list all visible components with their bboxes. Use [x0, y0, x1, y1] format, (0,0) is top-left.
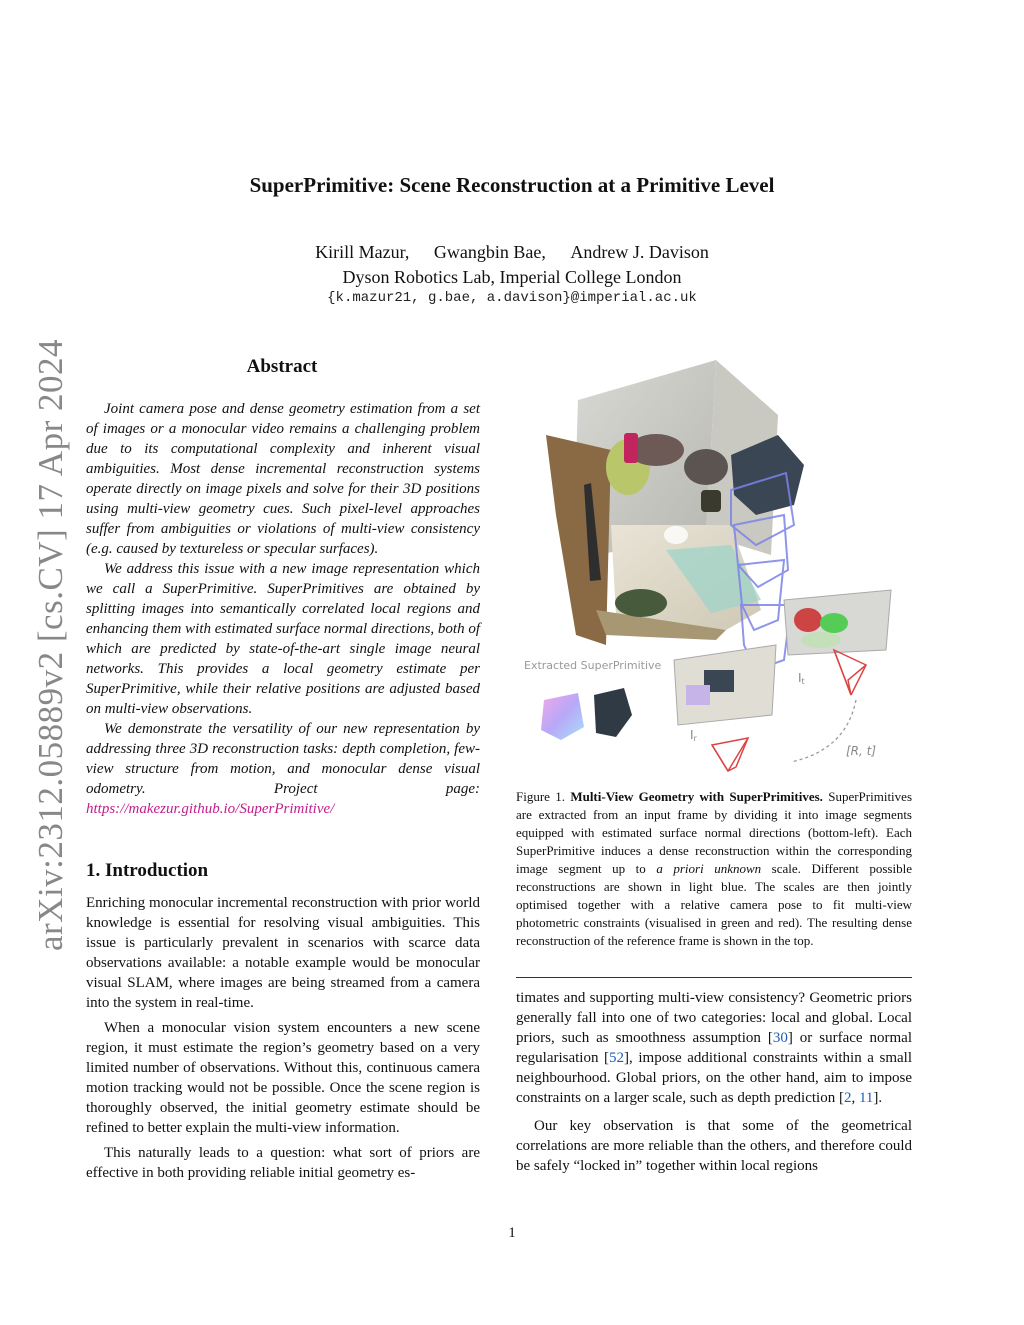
intro-paragraph-1: Enriching monocular incremental reconstruction with prior world knowledge is essential for resolving visual ambiguities. This issue is particularly prevalent in scenarios with scarce data observations available: a notable example would be monocular visual SLAM, where images are being streamed from a camera into the system in real-time. — [86, 895, 480, 1011]
paper-title: SuperPrimitive: Scene Reconstruction at a Primitive Level — [249, 173, 775, 197]
author-emails: {k.mazur21, g.bae, a.davison}@imperial.ac.uk — [327, 290, 697, 306]
project-page-link[interactable]: https://makezur.github.io/SuperPrimitive/ — [86, 801, 335, 817]
right-paragraph-1 — [516, 988, 912, 1108]
reference-camera-line-2 — [728, 738, 748, 771]
label-extracted-superprimitive: Extracted SuperPrimitive — [524, 659, 662, 672]
caption-title: Multi-View Geometry with SuperPrimitives. — [570, 789, 823, 804]
introduction-heading: 1. Introduction — [86, 860, 209, 881]
introduction-body — [86, 893, 480, 1188]
right-p1-c: ], impose additional constraints within a small neighbourhood. Global priors, on the other hand, aim to impose constraints on a larger scale, such as depth prediction [ — [516, 1050, 913, 1106]
right-paragraph-2: Our key observation is that some of the geometrical correlations are more reliable than the others, and therefore could be safely “locked in” together within local regions — [516, 1118, 912, 1174]
project-page-label: Project page: — [273, 781, 481, 797]
citation-30[interactable]: 30 — [772, 1030, 788, 1046]
citation-2[interactable]: 2 — [843, 1090, 852, 1106]
scene-object-dark — [684, 449, 728, 485]
right-p1-a: timates and supporting multi-view consistency? Geometric priors generally fall into one of two categories: local and global. Local priors, such as smoothness assumption [ — [516, 990, 912, 1046]
figure-1-illustration — [516, 355, 912, 780]
right-p1-e: ]. — [873, 1090, 883, 1106]
superprimitive-bag — [594, 688, 632, 737]
page-number: 1 — [508, 1225, 516, 1241]
scene-cloth — [615, 589, 667, 617]
abstract-paragraph-2: We address this issue with a new image representation which we call a SuperPrimitive. SuperPrimitives are obtained by splitting images into semantically correlated local regions and enhancing them with estimated surface normal directions, both of which are predicted by state-of-the-art single image neural networks. This provides a local geometry estimate per SuperPrimitive, while their relative positions are adjusted based on multi-view observations. — [86, 561, 480, 717]
caption-text-2: scale. Different possible reconstructions are shown in light blue. The scales are then jointly optimised together with a relative camera pose to fit multi-view photometric constraints (visualised in green and red). The resulting dense reconstruction of the reference frame is shown in the top. — [516, 861, 912, 948]
intro-paragraph-2: When a monocular vision system encounters a new scene region, it must estimate the region’s geometry based on a very limited number of observations. Without this, continuous camera motion tracking would not be possible. Once the scene region is thoroughly observed, the initial geometry estimate should be refined to better explain the multi-view information. — [86, 1020, 480, 1136]
extracted-superprimitives — [541, 688, 632, 740]
figure-1-caption — [516, 788, 912, 950]
abstract-body — [86, 399, 480, 819]
scene-mug — [701, 490, 721, 512]
author-3: Andrew J. Davison — [570, 242, 709, 262]
reference-camera-line-1 — [712, 745, 728, 771]
abstract-heading: Abstract — [246, 356, 318, 377]
reference-frame-sheet — [686, 685, 710, 705]
right-p1-d: , — [851, 1090, 859, 1106]
caption-text-1: SuperPrimitives are extracted from an input frame by dividing it into image segments equipped with estimated surface normal directions (bottom-left). Each SuperPrimitive induces a dense reconstruction within the corresponding image segment up to — [516, 789, 912, 876]
target-frame — [784, 590, 891, 695]
right-p1-b: ] or surface normal regularisation [ — [516, 1030, 913, 1066]
arxiv-id-text: arXiv:2312.05889v2 [cs.CV] 17 Apr 2024 — [31, 338, 71, 952]
author-2: Gwangbin Bae, — [433, 242, 546, 262]
caption-italic: a priori unknown — [656, 861, 762, 876]
intro-paragraph-3: This naturally leads to a question: what sort of priors are effective in both providing reliable initial geometry es- — [86, 1145, 480, 1181]
superprimitive-normal-map — [541, 693, 584, 740]
abstract-paragraph-3-text: We demonstrate the versatility of our new representation by addressing three 3D reconstruction tasks: depth completion, few-view structure from motion, and monocular dense visual odometry. — [86, 721, 480, 797]
target-frame-green-region — [801, 632, 841, 648]
abstract-paragraph-3 — [86, 719, 480, 819]
author-1: Kirill Mazur, — [315, 242, 410, 262]
caption-prefix: Figure 1. — [516, 789, 565, 804]
citation-11[interactable]: 11 — [858, 1090, 874, 1106]
target-frame-green-blob — [820, 613, 848, 633]
target-camera-line-2 — [851, 665, 866, 695]
right-column-body — [516, 988, 912, 1184]
dense-reconstruction — [546, 360, 804, 645]
citation-52[interactable]: 52 — [609, 1050, 625, 1066]
caption-divider — [516, 977, 912, 978]
figure-1 — [516, 355, 912, 780]
reference-frame — [674, 645, 776, 771]
label-rt: [R, t] — [846, 744, 877, 758]
target-camera-frustum — [834, 650, 866, 695]
arxiv-identifier — [30, 338, 72, 952]
label-it: It — [798, 671, 805, 686]
abstract-paragraph-1: Joint camera pose and dense geometry estimation from a set of images or a monocular video remains a challenging problem due to its computational complexity and inherent visual ambiguities. Most dense incremental reconstruction systems operate directly on image pixels and solve for their 3D positions using multi-view geometry cues. Such pixel-level approaches suffer from ambiguities or violations of multi-view consistency (e.g. caused by textureless or specular surfaces). — [86, 401, 480, 557]
scene-bottle — [624, 433, 638, 463]
affiliation: Dyson Robotics Lab, Imperial College London — [342, 267, 682, 287]
scene-highlight — [664, 526, 688, 544]
author-block — [0, 240, 1024, 290]
target-frame-red-blob — [794, 608, 822, 632]
author-names — [0, 240, 1024, 265]
label-ir: Ir — [690, 728, 697, 743]
